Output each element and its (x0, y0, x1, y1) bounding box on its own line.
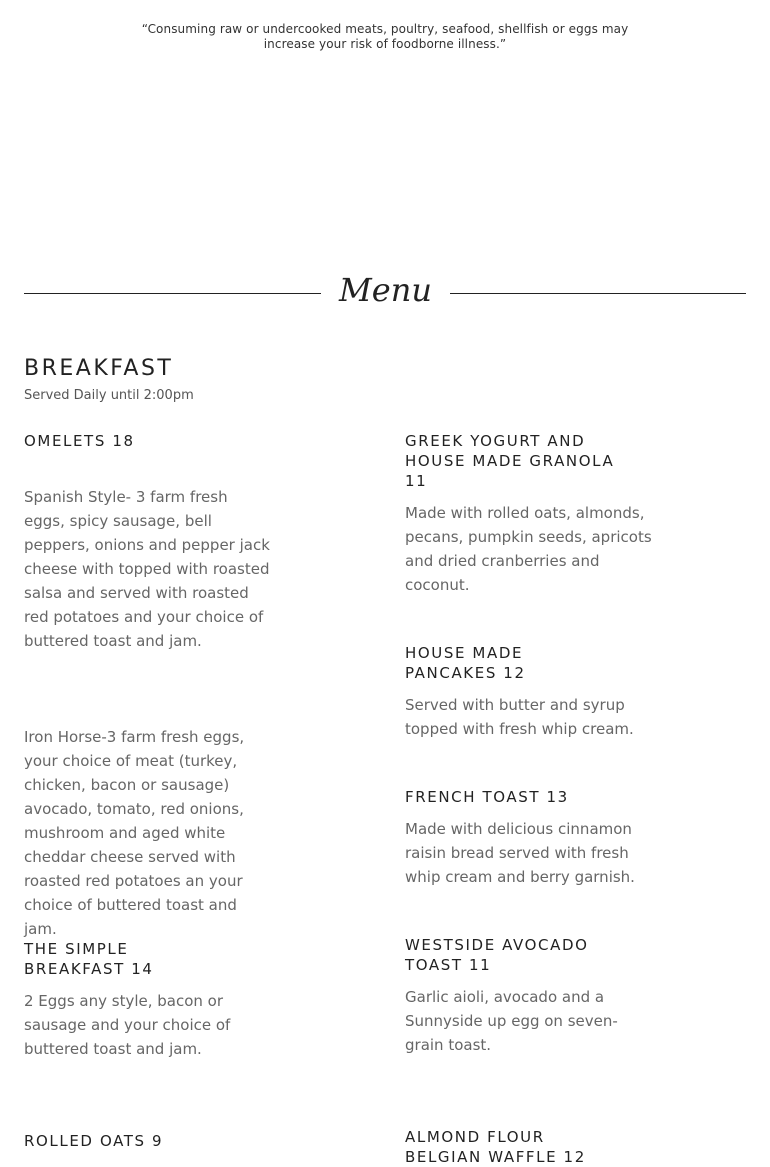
section-subtitle: Served Daily until 2:00pm (24, 388, 194, 403)
menu-item-description: Served with butter and syrup topped with fresh whip cream. (405, 696, 634, 738)
menu-item-description: Made with delicious cinnamon raisin bread served with fresh whip cream and berry garnish. (405, 820, 635, 886)
menu-item-name: ROLLED OATS 9 (24, 1132, 164, 1150)
divider-rule-right (450, 293, 746, 294)
menu-heading: Menu (339, 271, 432, 309)
menu-item-belgian-waffle (405, 1127, 655, 1167)
menu-item-french-toast (405, 787, 640, 889)
omelet-iron-horse: Iron Horse-3 farm fresh eggs, your choice of meat (turkey, chicken, bacon or sausage) avocado, tomato, red onions, mushroom and aged white cheddar cheese served with roasted red potatoes an your choice of buttered toast and jam. (24, 728, 245, 938)
menu-item-omelets (24, 431, 272, 965)
menu-item-description: 2 Eggs any style, bacon or sausage and your choice of buttered toast and jam. (24, 992, 231, 1058)
disclaimer-line-2: increase your risk of foodborne illness.” (263, 37, 507, 51)
menu-item-name: THE SIMPLE BREAKFAST 14 (24, 940, 154, 978)
menu-item-name: WESTSIDE AVOCADO TOAST 11 (405, 936, 589, 974)
menu-item-pancakes (405, 643, 637, 741)
omelet-spanish-style: Spanish Style- 3 farm fresh eggs, spicy sausage, bell peppers, onions and pepper jack cheese with topped with roasted salsa and served with roasted red potatoes and your choice of buttered toast and jam. (24, 488, 270, 650)
menu-item-description: Garlic aioli, avocado and a Sunnyside up egg on seven-grain toast. (405, 988, 618, 1054)
menu-heading-divider (24, 270, 746, 316)
menu-item-name: GREEK YOGURT AND HOUSE MADE GRANOLA 11 (405, 432, 615, 490)
menu-item-description: Made with rolled oats, almonds, pecans, pumpkin seeds, apricots and dried cranberries and coconut. (405, 504, 652, 594)
foodborne-illness-disclaimer (0, 22, 770, 52)
menu-item-rolled-oats (24, 1131, 274, 1151)
menu-item-greek-yogurt (405, 431, 653, 597)
menu-item-simple-breakfast (24, 939, 249, 1061)
menu-item-name: FRENCH TOAST 13 (405, 788, 569, 806)
menu-item-name: HOUSE MADE PANCAKES 12 (405, 644, 526, 682)
divider-rule-left (24, 293, 321, 294)
section-title-breakfast: BREAKFAST (24, 356, 174, 381)
menu-item-description (24, 461, 272, 965)
disclaimer-line-1: “Consuming raw or undercooked meats, poultry, seafood, shellfish or eggs may (141, 22, 629, 36)
menu-item-name: ALMOND FLOUR BELGIAN WAFFLE 12 (405, 1128, 586, 1166)
menu-item-name: OMELETS 18 (24, 432, 135, 450)
menu-item-avocado-toast (405, 935, 630, 1057)
